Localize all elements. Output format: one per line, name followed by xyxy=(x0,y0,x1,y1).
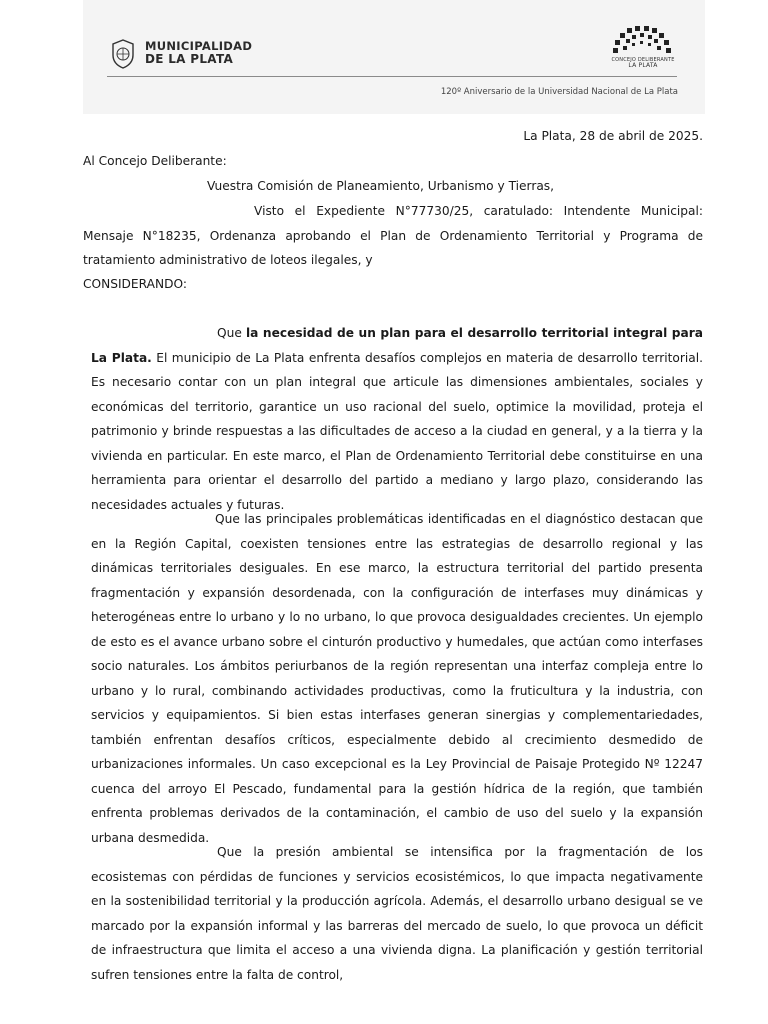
letterhead-divider xyxy=(107,76,677,77)
considerando-paragraph-3 xyxy=(91,840,703,987)
visto-paragraph xyxy=(83,199,703,273)
visto-text: Visto el Expediente N°77730/25, caratulado: Intendente Municipal: Mensaje N°18235, Ordenanza aprobando el Plan de Ordenamiento Territorial y Programa de tratamiento administrativo de loteos ilegales, y xyxy=(83,204,703,267)
p3-text: Que la presión ambiental se intensifica por la fragmentación de los ecosistemas con pérdidas de funciones y servicios ecosistémicos, lo que impacta negativamente en la sostenibilidad territorial y la producción agrícola. Además, el desarrollo urbano desigual se ve marcado por la expansión informal y las barreras del mercado de suelo, lo que provoca un déficit de infraestructura que limita el acceso a una vivienda digna. La planificación y gestión territorial sufren tensiones entre la falta de control, xyxy=(91,845,703,982)
concejo-name xyxy=(601,57,685,69)
muni-name-line1: MUNICIPALIDAD xyxy=(145,39,253,53)
letterhead xyxy=(83,0,705,114)
concejo-name-line1: CONCEJO DELIBERANTE xyxy=(611,57,675,63)
p1-text: El municipio de La Plata enfrenta desafíos complejos en materia de desarrollo territorial. Es necesario contar con un plan integral que articule las dimensiones ambientales, sociales y económicas del territorio, garantice un uso racional del suelo, optimice la movilidad, proteja el patrimonio y brinde respuestas a las dificultades de acceso a la ciudad en general, y a la tierra y la vivienda en particular. En este marco, el Plan de Ordenamiento Territorial debe constituirse en una herramienta para orientar el desarrollo del partido a mediano y largo plazo, considerando las necesidades actuales y futuras. xyxy=(91,350,703,512)
muni-name-line2: DE LA PLATA xyxy=(145,52,234,66)
p1-bold-heading: la necesidad de un plan para el desarrollo territorial integral para La Plata. xyxy=(91,326,703,365)
municipality-name xyxy=(145,40,252,66)
salutation: Al Concejo Deliberante: xyxy=(83,154,227,168)
considerando-paragraph-1 xyxy=(91,321,703,517)
considerando-paragraph-2 xyxy=(91,507,703,850)
concejo-arc-logo-icon xyxy=(611,26,675,56)
considerando-heading: CONSIDERANDO: xyxy=(83,277,187,291)
p2-text: Que las principales problemáticas identificadas en el diagnóstico destacan que en la Región Capital, coexisten tensiones entre las estrategias de desarrollo regional y las dinámicas territoriales desiguales. En ese marco, la estructura territorial del partido presenta fragmentación y expansión desordenada, con la configuración de interfases muy dinámicas y heterogéneas entre lo urbano y lo no urbano, lo que provoca desigualdades crecientes. Un ejemplo de esto es el avance urbano sobre el cinturón productivo y humedales, que actúan como interfases socio naturales. Los ámbitos periurbanos de la región representan una interfaz compleja entre lo urbano y lo rural, combinando actividades productivas, como la fruticultura y la industria, con servicios y equipamientos. Si bien estas interfases generan sinergias y complementariedades, también enfrentan desafíos críticos, especialmente debido al crecimiento desmedido de urbanizaciones informales. Un caso excepcional es la Ley Provincial de Paisaje Protegido Nº 12247 cuenca del arroyo El Pescado, fundamental para la gestión hídrica de la región, que también enfrenta problemas derivados de la contaminación, el cambio de uso del suelo y la expansión urbana desmedida. xyxy=(91,512,703,845)
document-date: La Plata, 28 de abril de 2025. xyxy=(523,129,703,143)
commission-line: Vuestra Comisión de Planeamiento, Urbanismo y Tierras, xyxy=(207,179,555,193)
anniversary-caption: 120º Aniversario de la Universidad Nacional de La Plata xyxy=(440,87,678,97)
concejo-name-line2: LA PLATA xyxy=(628,62,658,69)
p1-que: Que xyxy=(217,326,246,340)
municipality-shield-icon xyxy=(111,39,135,69)
